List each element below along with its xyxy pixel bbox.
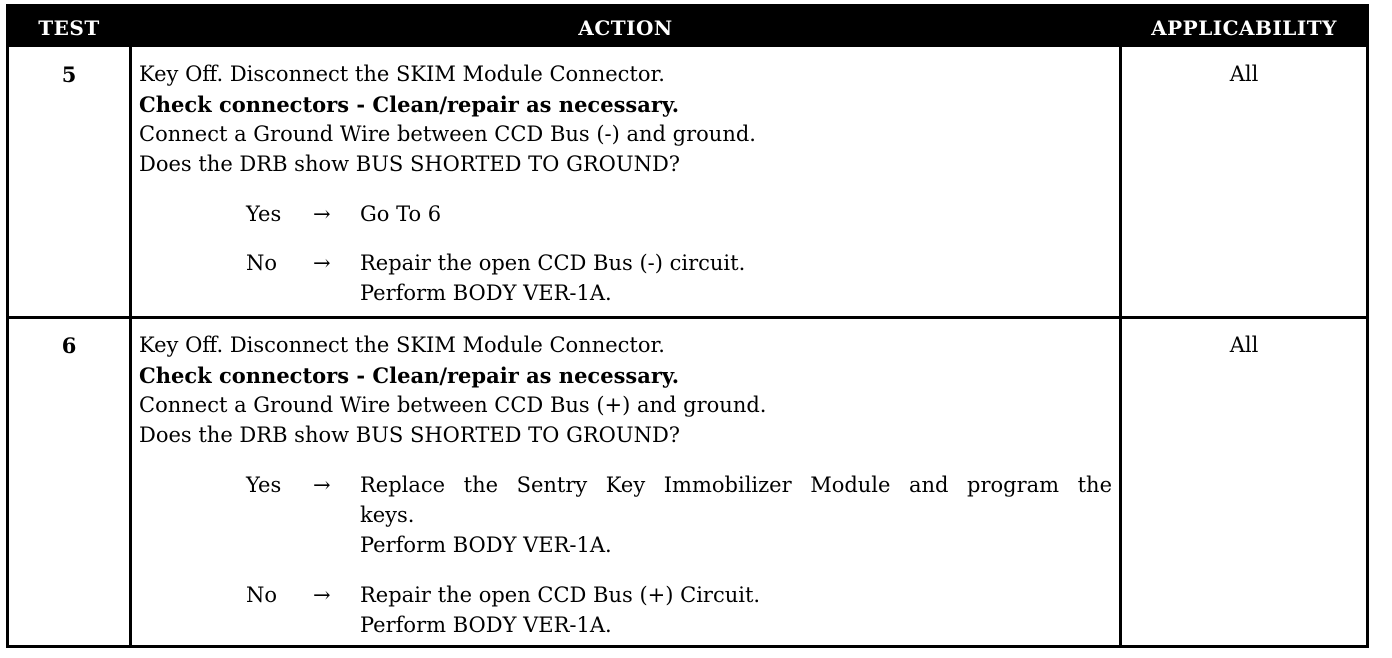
action-line: Connect a Ground Wire between CCD Bus (-) and ground. — [139, 122, 756, 146]
arrow-icon: → — [313, 583, 331, 607]
yes-result: keys. — [360, 503, 415, 527]
header-action: ACTION — [578, 16, 673, 40]
action-line: Does the DRB show BUS SHORTED TO GROUND? — [139, 152, 681, 176]
column-divider — [129, 47, 132, 645]
applicability-value: All — [1229, 333, 1259, 357]
action-line: Does the DRB show BUS SHORTED TO GROUND? — [139, 423, 681, 447]
header-applicability: APPLICABILITY — [1151, 16, 1337, 40]
no-label: No — [246, 251, 278, 275]
no-result: Perform BODY VER-1A. — [360, 281, 612, 305]
table-header — [9, 7, 1366, 47]
yes-result: Replace the Sentry Key Immobilizer Module and program the — [360, 473, 1112, 497]
arrow-icon: → — [313, 202, 331, 226]
action-line-bold: Check connectors - Clean/repair as necessary. — [139, 92, 680, 117]
header-test: TEST — [38, 16, 100, 40]
no-result: Perform BODY VER-1A. — [360, 613, 612, 637]
row-divider — [9, 316, 1366, 319]
test-number: 5 — [61, 62, 77, 87]
diagnostic-test-table — [6, 4, 1369, 648]
test-number: 6 — [61, 333, 77, 358]
no-result: Repair the open CCD Bus (+) Circuit. — [360, 583, 761, 607]
yes-result: Perform BODY VER-1A. — [360, 533, 612, 557]
no-label: No — [246, 583, 278, 607]
arrow-icon: → — [313, 251, 331, 275]
no-result: Repair the open CCD Bus (-) circuit. — [360, 251, 746, 275]
arrow-icon: → — [313, 473, 331, 497]
yes-label: Yes — [246, 202, 282, 226]
yes-label: Yes — [246, 473, 282, 497]
action-line-bold: Check connectors - Clean/repair as necessary. — [139, 363, 680, 388]
action-line: Key Off. Disconnect the SKIM Module Connector. — [139, 333, 665, 357]
applicability-value: All — [1229, 62, 1259, 86]
yes-result: Go To 6 — [360, 202, 442, 226]
action-line: Key Off. Disconnect the SKIM Module Connector. — [139, 62, 665, 86]
action-line: Connect a Ground Wire between CCD Bus (+) and ground. — [139, 393, 767, 417]
